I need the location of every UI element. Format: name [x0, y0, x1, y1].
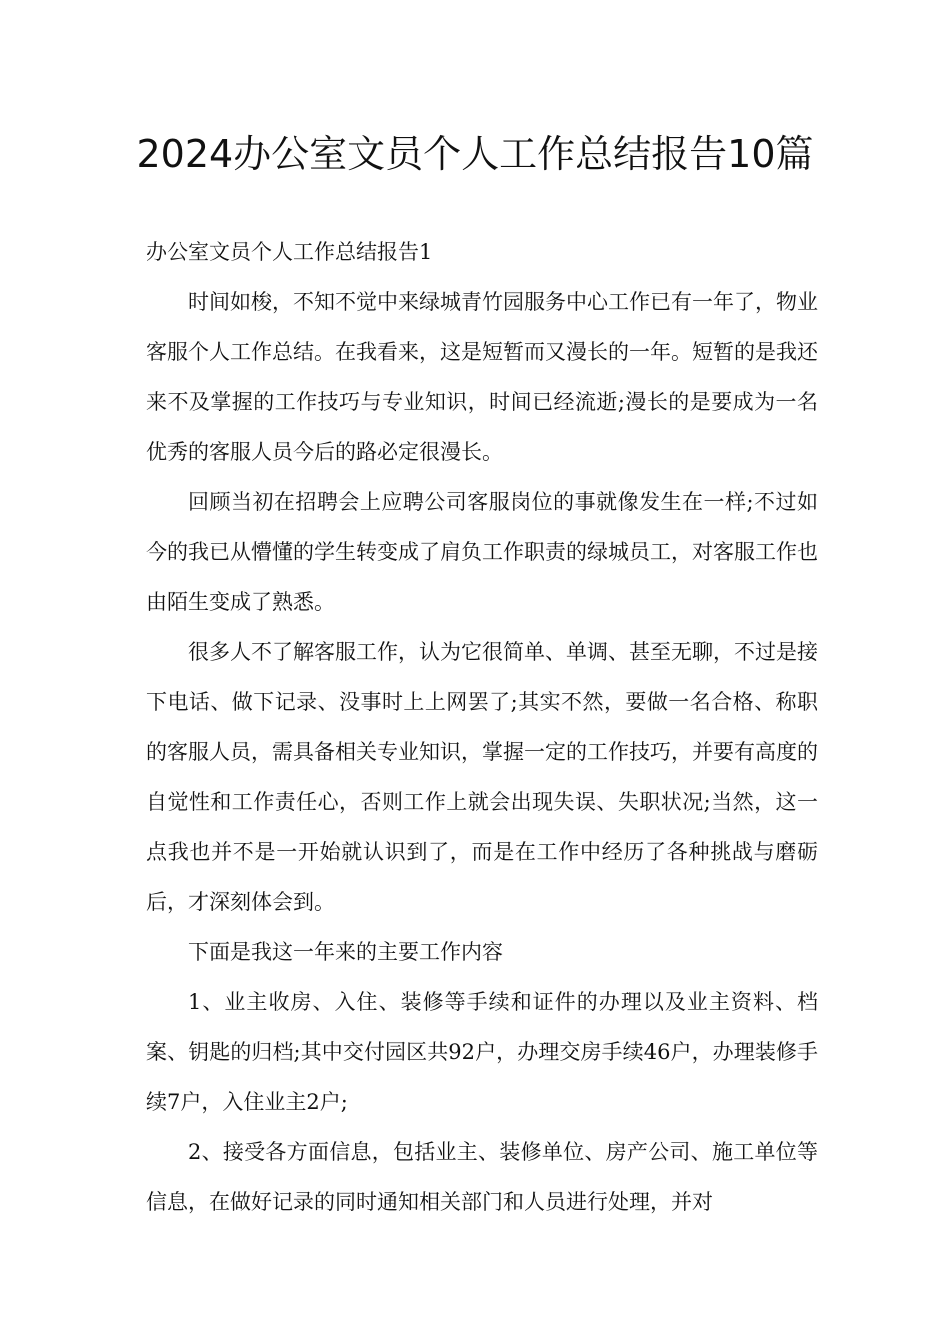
document-body: [146, 227, 818, 1227]
paragraph: 很多人不了解客服工作，认为它很简单、单调、甚至无聊，不过是接下电话、做下记录、没事时上上网罢了;其实不然，要做一名合格、称职的客服人员，需具备相关专业知识，掌握一定的工作技巧，并要有高度的自觉性和工作责任心，否则工作上就会出现失误、失职状况;当然，这一点我也并不是一开始就认识到了，而是在工作中经历了各种挑战与磨砺后，才深刻体会到。: [146, 640, 818, 914]
paragraph: 2、接受各方面信息，包括业主、装修单位、房产公司、施工单位等信息，在做好记录的同时通知相关部门和人员进行处理，并对: [146, 1140, 818, 1214]
paragraph: 下面是我这一年来的主要工作内容: [188, 940, 503, 964]
paragraph: 1、业主收房、入住、装修等手续和证件的办理以及业主资料、档案、钥匙的归档;其中交付园区共92户，办理交房手续46户，办理装修手续7户，入住业主2户;: [146, 990, 818, 1114]
paragraph: 时间如梭，不知不觉中来绿城青竹园服务中心工作已有一年了，物业客服个人工作总结。在我看来，这是短暂而又漫长的一年。短暂的是我还来不及掌握的工作技巧与专业知识，时间已经流逝;漫长的是要成为一名优秀的客服人员今后的路必定很漫长。: [146, 290, 818, 464]
document-title: 2024办公室文员个人工作总结报告10篇: [136, 132, 814, 176]
section-heading: 办公室文员个人工作总结报告1: [146, 240, 433, 264]
paragraph: 回顾当初在招聘会上应聘公司客服岗位的事就像发生在一样;不过如今的我已从懵懂的学生转变成了肩负工作职责的绿城员工，对客服工作也由陌生变成了熟悉。: [146, 490, 818, 614]
